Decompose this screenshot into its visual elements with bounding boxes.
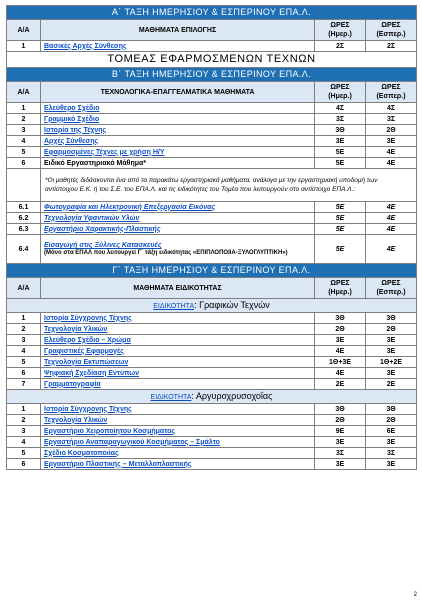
table-row — [7, 114, 417, 125]
row-subject — [41, 202, 315, 213]
table-row — [7, 147, 417, 158]
row-subject — [41, 158, 315, 169]
row-hours-day: 3Ε — [315, 335, 366, 346]
specialty-graphic-arts — [7, 299, 417, 313]
row-hours-day: 5Ε — [315, 147, 366, 158]
row-hours-day: 5Ε — [315, 158, 366, 169]
row-hours-day: 3Ε — [315, 136, 366, 147]
row-num: 5 — [7, 448, 41, 459]
specialty-name: : Αργυροχρυσοχοΐας — [191, 390, 273, 401]
subject-link[interactable]: Ψηφιακή Σχεδίαση Εντύπων — [44, 369, 140, 377]
row-num: 6 — [7, 459, 41, 470]
row-hours-evening: 4Ε — [366, 213, 417, 224]
row-subject — [41, 404, 315, 415]
row-hours-evening: 3Ε — [366, 136, 417, 147]
table-row — [7, 368, 417, 379]
subject-link[interactable]: Τεχνολογία Εκτυπώσεων — [44, 358, 129, 366]
specialty-silversmithing — [7, 390, 417, 404]
subject-link[interactable]: Γραμματογραφία — [44, 380, 101, 388]
day-label: (Ημερ.) — [328, 289, 352, 296]
table-row — [7, 437, 417, 448]
table-row — [7, 426, 417, 437]
row-hours-day: 2Σ — [315, 41, 366, 52]
row-num: 7 — [7, 379, 41, 390]
row-subject — [41, 357, 315, 368]
row-hours-day: 4Σ — [315, 103, 366, 114]
row-num: 6 — [7, 158, 41, 169]
section-a-band-row — [7, 6, 417, 20]
row-hours-day: 5Ε — [315, 224, 366, 235]
subject-link[interactable]: Τεχνολογία Υλικών — [44, 325, 108, 333]
table-row — [7, 357, 417, 368]
row-num: 4 — [7, 437, 41, 448]
subject-link[interactable]: Εργαστήριο Χαρακτικής-Πλαστικής — [44, 225, 161, 233]
table-row — [7, 125, 417, 136]
col-subject-header: ΜΑΘΗΜΑΤΑ ΕΠΙΛΟΓΗΣ — [41, 20, 315, 41]
subject-link[interactable]: Γραμμικό Σχέδιο — [44, 115, 100, 123]
row-subject — [41, 415, 315, 426]
col-num-header: Α/Α — [7, 82, 41, 103]
section-b-header-row — [7, 82, 417, 103]
row-num: 1 — [7, 313, 41, 324]
row-num: 1 — [7, 404, 41, 415]
col-subject-header: ΜΑΘΗΜΑΤΑ ΕΙΔΙΚΟΤΗΤΑΣ — [41, 278, 315, 299]
row-hours-evening: 3Ε — [366, 346, 417, 357]
sector-band-row — [7, 52, 417, 68]
col-hours-evening-header — [366, 278, 417, 299]
row-hours-day: 3Θ — [315, 404, 366, 415]
row-num: 6.3 — [7, 224, 41, 235]
row-hours-evening: 1Θ+2Ε — [366, 357, 417, 368]
row-hours-evening: 3Ε — [366, 437, 417, 448]
row-hours-evening: 2Θ — [366, 415, 417, 426]
elective-subject-note: (Μόνο στα ΕΠΑΛ που λειτουργεί Γ΄ τάξη ειδικότητας «ΕΠΙΠΛΟΠΟΙΙΑ-ΞΥΛΟΓΛΥΠΤΙΚΗ») — [44, 250, 288, 256]
hours-label: ΩΡΕΣ — [330, 84, 350, 91]
subject-link[interactable]: Σχέδιο Κοσματοποιίας — [44, 449, 119, 457]
hours-label: ΩΡΕΣ — [381, 22, 401, 29]
row-hours-evening: 2Σ — [366, 41, 417, 52]
page-number: 2 — [413, 592, 417, 598]
row-num: 6.1 — [7, 202, 41, 213]
elective-hours-evening: 4Ε — [366, 235, 417, 264]
row-hours-evening: 3Ε — [366, 335, 417, 346]
row-subject — [41, 335, 315, 346]
section-c-title: Γ΄ ΤΑΞΗ ΗΜΕΡΗΣΙΟΥ & ΕΣΠΕΡΙΝΟΥ ΕΠΑ.Λ. — [7, 264, 417, 278]
row-hours-day: 5Ε — [315, 213, 366, 224]
table-row — [7, 313, 417, 324]
subject-link[interactable]: Φωτογραφία και Ηλεκτρονική Επεξεργασία Εικόνας — [44, 203, 216, 211]
row-subject — [41, 103, 315, 114]
row-hours-day: 2Θ — [315, 415, 366, 426]
table-row — [7, 41, 417, 52]
row-num: 2 — [7, 114, 41, 125]
table-row — [7, 404, 417, 415]
section-a-header-row — [7, 20, 417, 41]
subject-link[interactable]: Ιστορία Σύγχρονης Τέχνης — [44, 314, 132, 322]
specialty-row — [7, 299, 417, 313]
curriculum-table-body — [7, 6, 417, 470]
elective-row — [7, 202, 417, 213]
row-hours-day: 4Ε — [315, 368, 366, 379]
row-hours-day: 3Θ — [315, 125, 366, 136]
row-hours-day: 2Θ — [315, 324, 366, 335]
col-num-header: Α/Α — [7, 278, 41, 299]
row-hours-day: 3Ε — [315, 437, 366, 448]
row-subject — [41, 147, 315, 158]
row-num: 6.2 — [7, 213, 41, 224]
subject-link[interactable]: Εργαστήριο Αναπαραγωγικού Κοσμήματος – Σμάλτο — [44, 438, 220, 446]
subject-link[interactable]: Τεχνολογία Υφαντικών Υλών — [44, 214, 140, 222]
row-num: 4 — [7, 346, 41, 357]
row-subject — [41, 324, 315, 335]
table-row — [7, 346, 417, 357]
hours-label: ΩΡΕΣ — [330, 280, 350, 287]
subject-link[interactable]: Τεχνολογία Υλικών — [44, 416, 108, 424]
section-c-band-row — [7, 264, 417, 278]
row-num: 3 — [7, 125, 41, 136]
row-hours-day: 3Σ — [315, 114, 366, 125]
hours-label: ΩΡΕΣ — [330, 22, 350, 29]
elective-row — [7, 213, 417, 224]
row-subject — [41, 313, 315, 324]
row-hours-evening: 2Θ — [366, 324, 417, 335]
row-hours-evening: 4Ε — [366, 202, 417, 213]
row-subject — [41, 41, 315, 52]
subject-link[interactable]: Ελεύθερο Σχέδιο — [44, 104, 100, 112]
row-hours-evening: 2Θ — [366, 125, 417, 136]
row-subject — [41, 448, 315, 459]
elective-row — [7, 235, 417, 264]
row-hours-day: 4Ε — [315, 346, 366, 357]
row-hours-evening: 6Ε — [366, 426, 417, 437]
table-row — [7, 459, 417, 470]
specialty-row — [7, 390, 417, 404]
row-num: 2 — [7, 415, 41, 426]
table-row — [7, 103, 417, 114]
subject-link[interactable]: Ελεύθερο Σχέδιο – Χρώμα — [44, 336, 131, 344]
row-hours-day: 1Θ+3Ε — [315, 357, 366, 368]
row-subject — [41, 426, 315, 437]
table-row — [7, 158, 417, 169]
elective-note-spacer — [7, 169, 41, 202]
row-hours-day: 9Ε — [315, 426, 366, 437]
row-num: 5 — [7, 357, 41, 368]
row-hours-evening: 3Ε — [366, 459, 417, 470]
elective-subject — [41, 235, 315, 264]
section-c-header-row — [7, 278, 417, 299]
row-hours-evening: 3Θ — [366, 313, 417, 324]
row-hours-day: 3Σ — [315, 448, 366, 459]
row-subject — [41, 459, 315, 470]
row-hours-evening: 3Σ — [366, 448, 417, 459]
evening-label: (Εσπερ.) — [376, 31, 406, 38]
col-hours-evening-header — [366, 20, 417, 41]
hours-label: ΩΡΕΣ — [381, 84, 401, 91]
hours-label: ΩΡΕΣ — [381, 280, 401, 287]
row-hours-evening: 4Ε — [366, 158, 417, 169]
subject-link[interactable]: Ιστορία της Τέχνης — [44, 126, 107, 134]
specialty-label[interactable]: ΕΙΔΙΚΟΤΗΤΑ — [150, 393, 192, 401]
section-b-title: Β΄ ΤΑΞΗ ΗΜΕΡΗΣΙΟΥ & ΕΣΠΕΡΙΝΟΥ ΕΠΑ.Λ. — [7, 68, 417, 82]
table-row — [7, 136, 417, 147]
table-row — [7, 335, 417, 346]
row-subject — [41, 437, 315, 448]
col-hours-day-header — [315, 278, 366, 299]
row-hours-day: 2Ε — [315, 379, 366, 390]
elective-hours-day: 5Ε — [315, 235, 366, 264]
row-hours-day: 3Θ — [315, 313, 366, 324]
row-num: 1 — [7, 103, 41, 114]
row-num: 4 — [7, 136, 41, 147]
row-num: 2 — [7, 324, 41, 335]
row-hours-evening: 4Ε — [366, 224, 417, 235]
row-hours-evening: 2Ε — [366, 379, 417, 390]
subject-link[interactable]: Εφαρμοσμένες Τέχνες με χρήση Η/Υ — [44, 148, 165, 156]
row-subject — [41, 379, 315, 390]
specialty-name: : Γραφικών Τεχνών — [194, 299, 270, 310]
row-num: 1 — [7, 41, 41, 52]
sector-title: ΤΟΜΕΑΣ ΕΦΑΡΜΟΣΜΕΝΩΝ ΤΕΧΝΩΝ — [7, 52, 417, 68]
elective-num: 6.4 — [7, 235, 41, 264]
row-hours-day: 5Ε — [315, 202, 366, 213]
section-a-title: Α΄ ΤΑΞΗ ΗΜΕΡΗΣΙΟΥ & ΕΣΠΕΡΙΝΟΥ ΕΠΑ.Λ. — [7, 6, 417, 20]
row-hours-evening: 4Σ — [366, 103, 417, 114]
section-b-band-row — [7, 68, 417, 82]
row-subject — [41, 136, 315, 147]
row-hours-evening: 3Θ — [366, 404, 417, 415]
col-hours-day-header — [315, 82, 366, 103]
table-row — [7, 379, 417, 390]
table-row — [7, 448, 417, 459]
evening-label: (Εσπερ.) — [376, 289, 406, 296]
curriculum-sheet — [6, 5, 416, 470]
subject-link[interactable]: Γραφιστικές Εφαρμογές — [44, 347, 124, 355]
subject-link[interactable]: Εργαστήριο Χειροποίητου Κοσμήματος — [44, 427, 176, 435]
row-subject — [41, 125, 315, 136]
row-subject — [41, 224, 315, 235]
elective-note: *Οι μαθητές διδάσκονται ένα από τα παρακάτω εργαστηριακά μαθήματα, ανάλογα με την εργαστηριακή υποδομή των αντίστοιχου Ε.Κ. ή του Σ.Ε. του ΕΠΑ.Λ. και τις ειδικότητες του Τομέα που λειτουργούν στο αντίστοιχο ΕΠΑ.Λ.: — [41, 169, 417, 202]
subject-link[interactable]: Εργαστήριο Πλαστικής – Μεταλλοπλαστικής — [44, 460, 192, 468]
row-hours-day: 3Ε — [315, 459, 366, 470]
table-row — [7, 415, 417, 426]
row-subject — [41, 213, 315, 224]
evening-label: (Εσπερ.) — [376, 93, 406, 100]
row-hours-evening: 3Σ — [366, 114, 417, 125]
row-subject — [41, 368, 315, 379]
row-num: 3 — [7, 335, 41, 346]
day-label: (Ημερ.) — [328, 93, 352, 100]
row-subject — [41, 346, 315, 357]
specialty-label[interactable]: ΕΙΔΙΚΟΤΗΤΑ — [153, 302, 195, 310]
curriculum-table — [6, 5, 417, 470]
col-subject-header: ΤΕΧΝΟΛΟΓΙΚΑ-ΕΠΑΓΓΕΛΜΑΤΙΚΑ ΜΑΘΗΜΑΤΑ — [41, 82, 315, 103]
row-num: 5 — [7, 147, 41, 158]
subject-link[interactable]: Αρχές Σύνθεσης — [44, 137, 99, 145]
subject-link[interactable]: Βασικές Αρχές Σύνθεσης — [44, 42, 127, 50]
elective-subject-link[interactable]: Εισαγωγή στις Ξύλινες Κατασκευές — [44, 242, 162, 249]
col-hours-day-header — [315, 20, 366, 41]
row-num: 6 — [7, 368, 41, 379]
subject-name: Ειδικό Εργαστηριακό Μάθημα* — [44, 159, 147, 167]
row-hours-evening: 3Ε — [366, 368, 417, 379]
table-row — [7, 324, 417, 335]
subject-link[interactable]: Ιστορία Σύγχρονης Τέχνης — [44, 405, 132, 413]
day-label: (Ημερ.) — [328, 31, 352, 38]
row-num: 3 — [7, 426, 41, 437]
col-hours-evening-header — [366, 82, 417, 103]
elective-note-row — [7, 169, 417, 202]
col-num-header: Α/Α — [7, 20, 41, 41]
elective-row — [7, 224, 417, 235]
row-subject — [41, 114, 315, 125]
row-hours-evening: 4Ε — [366, 147, 417, 158]
